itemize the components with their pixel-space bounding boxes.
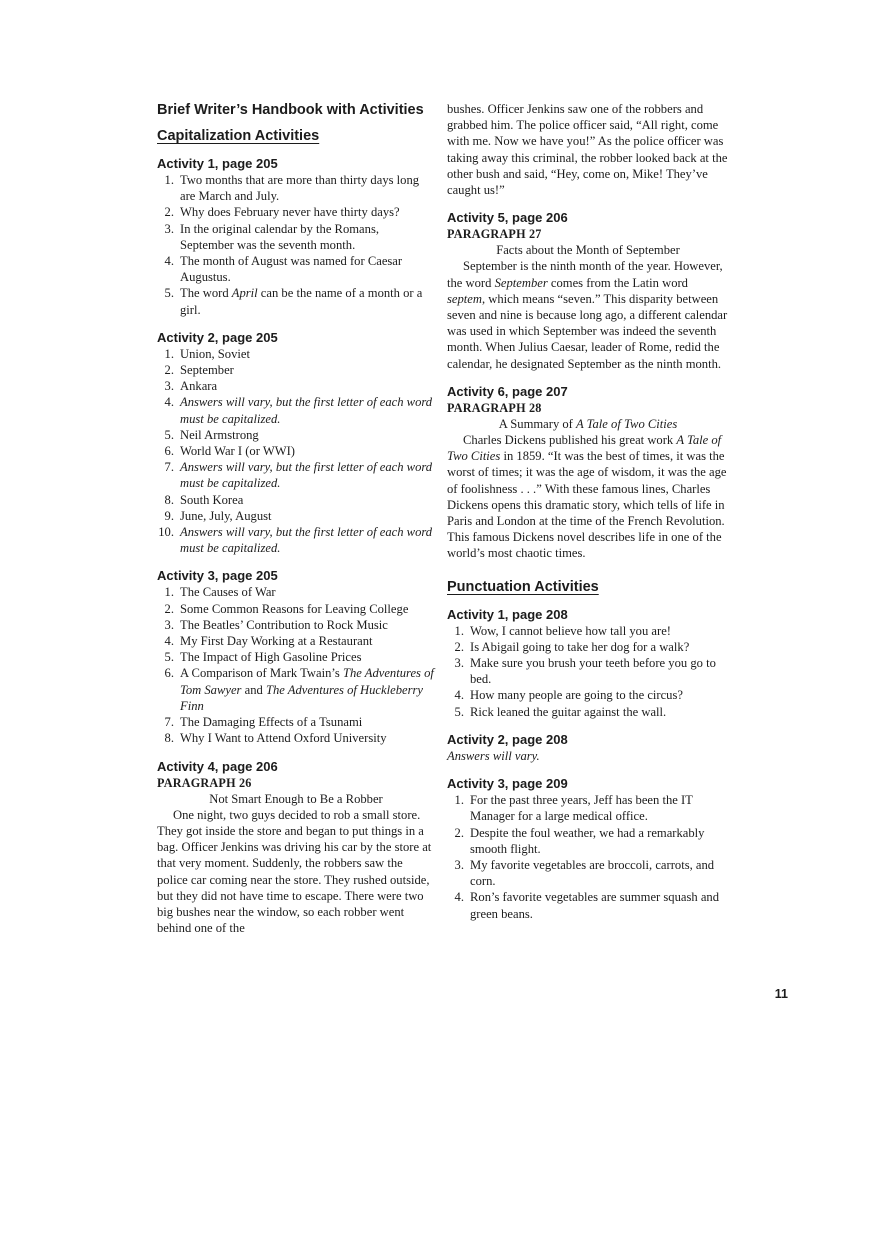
punctuation-section-title: Punctuation Activities (447, 578, 599, 595)
list-item: 4. How many people are going to the circus? (454, 688, 683, 703)
list-item: 10. Answers will vary, but the first letter of each word must be capitalized. (158, 525, 433, 556)
cap-activity-4 (157, 758, 435, 937)
paragraph-label: PARAGRAPH 27 (447, 227, 542, 242)
right-column (447, 101, 729, 933)
list-item: 3. In the original calendar by the Romans, September was the seventh month. (164, 221, 379, 252)
list-item: 4. Answers will vary, but the first letter of each word must be capitalized. (164, 395, 433, 426)
list-item: 1. Union, Soviet (164, 346, 250, 361)
paragraph-text: September is the ninth month of the year. However, the word September comes from the Latin word septem, which means “seven.” This disparity between seven and nine is because long ago, a different calendar was used in which September was indeed the seventh month. When Julius Caesar, leader of Rome, redid the calendar, he designated September as the ninth month. (447, 259, 728, 371)
activity-title: Activity 3, page 205 (157, 568, 278, 584)
cap-activity-1 (157, 155, 435, 318)
list-item: 5. The word April can be the name of a month or a girl. (164, 286, 423, 317)
list-item: 2. Why does February never have thirty days? (164, 205, 400, 220)
activity-title: Activity 2, page 208 (447, 731, 568, 747)
list-item: 8. Why I Want to Attend Oxford University (164, 731, 387, 746)
list-item: 8. South Korea (164, 492, 244, 507)
list-item: 3. Make sure you brush your teeth before you go to bed. (454, 656, 716, 687)
list-item: 7. The Damaging Effects of a Tsunami (164, 715, 363, 730)
list-item: 9. June, July, August (164, 508, 272, 523)
list-item: 5. The Impact of High Gasoline Prices (164, 650, 362, 665)
cap-activity-3 (157, 567, 435, 746)
list-item: 6. A Comparison of Mark Twain’s The Adventures of Tom Sawyer and The Adventures of Huckleberry Finn (164, 666, 434, 713)
list-item: 4. Ron’s favorite vegetables are summer squash and green beans. (454, 890, 720, 921)
activity-title: Activity 4, page 206 (157, 758, 278, 774)
list-item: 4. My First Day Working at a Restaurant (164, 634, 373, 649)
cap-activity-2 (157, 329, 435, 557)
punct-activity-3 (447, 775, 729, 922)
activity-title: Activity 3, page 209 (447, 776, 568, 792)
list-item: 1. Wow, I cannot believe how tall you are! (454, 623, 671, 638)
activity-title: Activity 6, page 207 (447, 383, 568, 399)
answer-text: Answers will vary. (447, 748, 540, 763)
list-item: 2. Some Common Reasons for Leaving College (164, 601, 409, 616)
answer-list (447, 792, 729, 922)
book-title: Brief Writer’s Handbook with Activities (157, 102, 424, 118)
list-item: 5. Rick leaned the guitar against the wall. (454, 704, 667, 719)
list-item: 7. Answers will vary, but the first letter of each word must be capitalized. (164, 460, 433, 491)
list-item: 6. World War I (or WWI) (164, 444, 296, 459)
capitalization-section-title: Capitalization Activities (157, 128, 320, 144)
list-item: 2. September (164, 363, 234, 378)
answer-list (447, 623, 729, 720)
paragraph-text: Charles Dickens published his great work A Tale of Two Cities in 1859. “It was the best of times, it was the worst of times; it was the age of wisdom, it was the age of foolishness . . .” With these famous lines, Charles Dickens opens this dramatic story, which tells of life in Paris and London at the time of the French Revolution. This famous Dickens novel describes life in one of the world’s most chaotic times. (447, 433, 727, 561)
activity-title: Activity 5, page 206 (447, 210, 568, 226)
answer-list (157, 584, 435, 746)
activity-title: Activity 2, page 205 (157, 329, 278, 345)
punct-activity-1 (447, 606, 729, 720)
list-item: 2. Is Abigail going to take her dog for a walk? (454, 639, 690, 654)
paragraph-text: One night, two guys decided to rob a small store. They got inside the store and began to put things in a bag. Officer Jenkins was driving his car by the store at that very moment. Suddenly, the robbers saw the police car coming near the store. They rushed outside, but they did not have time to escape. There were two big bushes near the window, so each robber went behind one of the (157, 807, 432, 936)
page-number: 11 (774, 987, 788, 1001)
list-item: 2. Despite the foul weather, we had a remarkably smooth flight. (454, 825, 705, 856)
paragraph-heading: Not Smart Enough to Be a Robber (209, 791, 383, 806)
list-item: 4. The month of August was named for Caesar Augustus. (164, 254, 403, 285)
cap-activity-5 (447, 209, 729, 372)
activity-title: Activity 1, page 208 (447, 606, 568, 622)
list-item: 1. The Causes of War (164, 585, 276, 600)
list-item: 1. Two months that are more than thirty days long are March and July. (164, 173, 420, 204)
paragraph-continuation: bushes. Officer Jenkins saw one of the robbers and grabbed him. The police officer said, “All right, come with me. Now we have you!” As the police officer was taking away this criminal, the robber looked back at the other bush and said, “Hey, come on, Mike! They’ve caught us!” (447, 102, 728, 198)
list-item: 3. The Beatles’ Contribution to Rock Music (164, 617, 388, 632)
list-item: 3. My favorite vegetables are broccoli, carrots, and corn. (454, 857, 715, 889)
paragraph-heading: A Summary of A Tale of Two Cities (498, 416, 678, 431)
paragraph-heading: Facts about the Month of September (496, 243, 680, 258)
list-item: 1. For the past three years, Jeff has been the IT Manager for a large medical office. (454, 793, 693, 824)
list-item: 5. Neil Armstrong (164, 427, 259, 442)
paragraph-label: PARAGRAPH 28 (447, 400, 542, 415)
punct-activity-2 (447, 731, 729, 764)
cap-activity-6 (447, 383, 729, 562)
activity-title: Activity 1, page 205 (157, 156, 278, 171)
left-column (157, 101, 435, 947)
answer-list (157, 346, 435, 557)
paragraph-label: PARAGRAPH 26 (157, 775, 252, 790)
answer-list (157, 172, 435, 318)
list-item: 3. Ankara (164, 379, 218, 394)
